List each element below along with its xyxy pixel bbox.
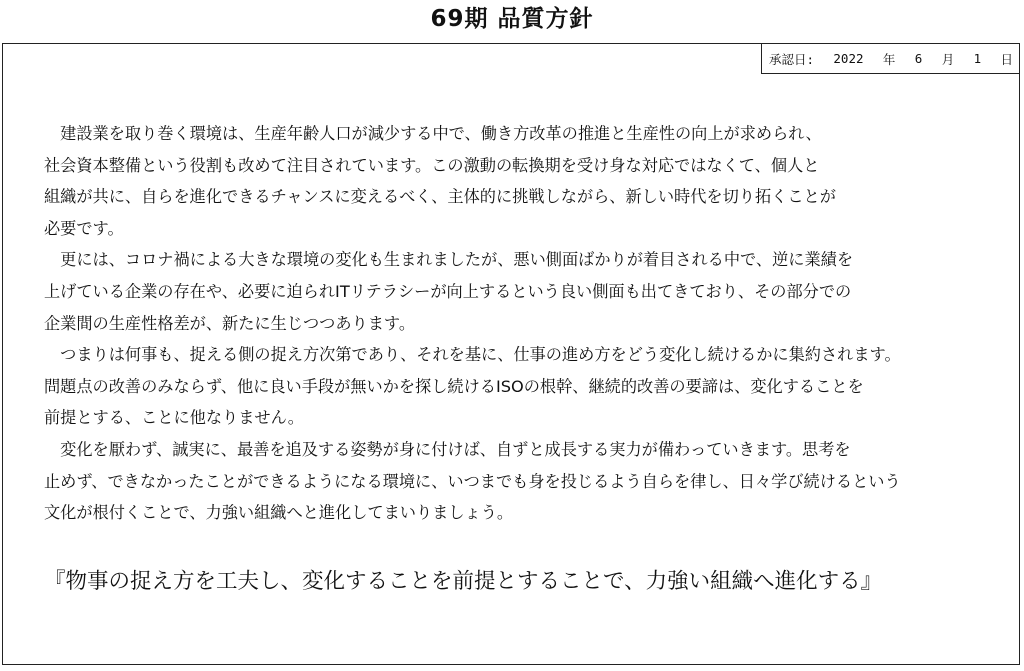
body-line: 変化を厭わず、誠実に、最善を追及する姿勢が身に付けば、自ずと成長する実力が備わっていきます。思考を xyxy=(44,439,851,459)
approval-day-unit: 日 xyxy=(1000,51,1013,67)
body-line: つまりは何事も、捉える側の捉え方次第であり、それを基に、仕事の進め方をどう変化し続けるかに集約されます。 xyxy=(44,345,901,365)
body-line: 必要です。 xyxy=(44,218,124,238)
approval-month-unit: 月 xyxy=(941,51,955,67)
approval-day-value: 1 xyxy=(973,51,982,66)
body-line: 止めず、できなかったことができるようになる環境に、いつまでも身を投じるよう自らを律し、日々学び続けるという xyxy=(44,471,901,491)
body-line: 建設業を取り巻く環境は、生産年齢人口が減少する中で、働き方改革の推進と生産性の向上が求められ、 xyxy=(44,124,822,143)
body-line: 組織が共に、自らを進化できるチャンスに変えるべく、主体的に挑戦しながら、新しい時代を切り拓くことが xyxy=(44,187,836,207)
body-line: 社会資本整備という役割も改めて注目されています。この激動の転換期を受け身な対応ではなくて、個人と xyxy=(44,155,820,175)
approval-year-value: 2022 xyxy=(833,51,864,66)
approval-date-box xyxy=(761,43,1020,74)
body-line: 問題点の改善のみならず、他に良い手段が無いかを探し続けるISOの根幹、継続的改善の要諦は、変化することを xyxy=(44,376,864,396)
page-title: 69期 品質方針 xyxy=(430,6,594,32)
body-line: 上げている企業の存在や、必要に迫られITリテラシーが向上するという良い側面も出てきており、その部分での xyxy=(44,281,852,301)
approval-year-unit: 年 xyxy=(882,51,896,67)
policy-motto: 『物事の捉え方を工夫し、変化することを前提とすることで、力強い組織へ進化する』 xyxy=(44,569,883,594)
approval-date-label: 承認日: xyxy=(769,51,815,67)
body-line: 前提とする、ことに他なりません。 xyxy=(44,408,304,428)
body-line: 企業間の生産性格差が、新たに生じつつあります。 xyxy=(44,313,416,333)
body-line: 更には、コロナ禍による大きな環境の変化も生まれましたが、悪い側面ばかりが着目される中で、逆に業績を xyxy=(44,250,854,270)
body-line: 文化が根付くことで、力強い組織へと進化してまいりましょう。 xyxy=(44,503,514,523)
approval-month-value: 6 xyxy=(914,51,923,66)
policy-body-text xyxy=(44,118,979,529)
